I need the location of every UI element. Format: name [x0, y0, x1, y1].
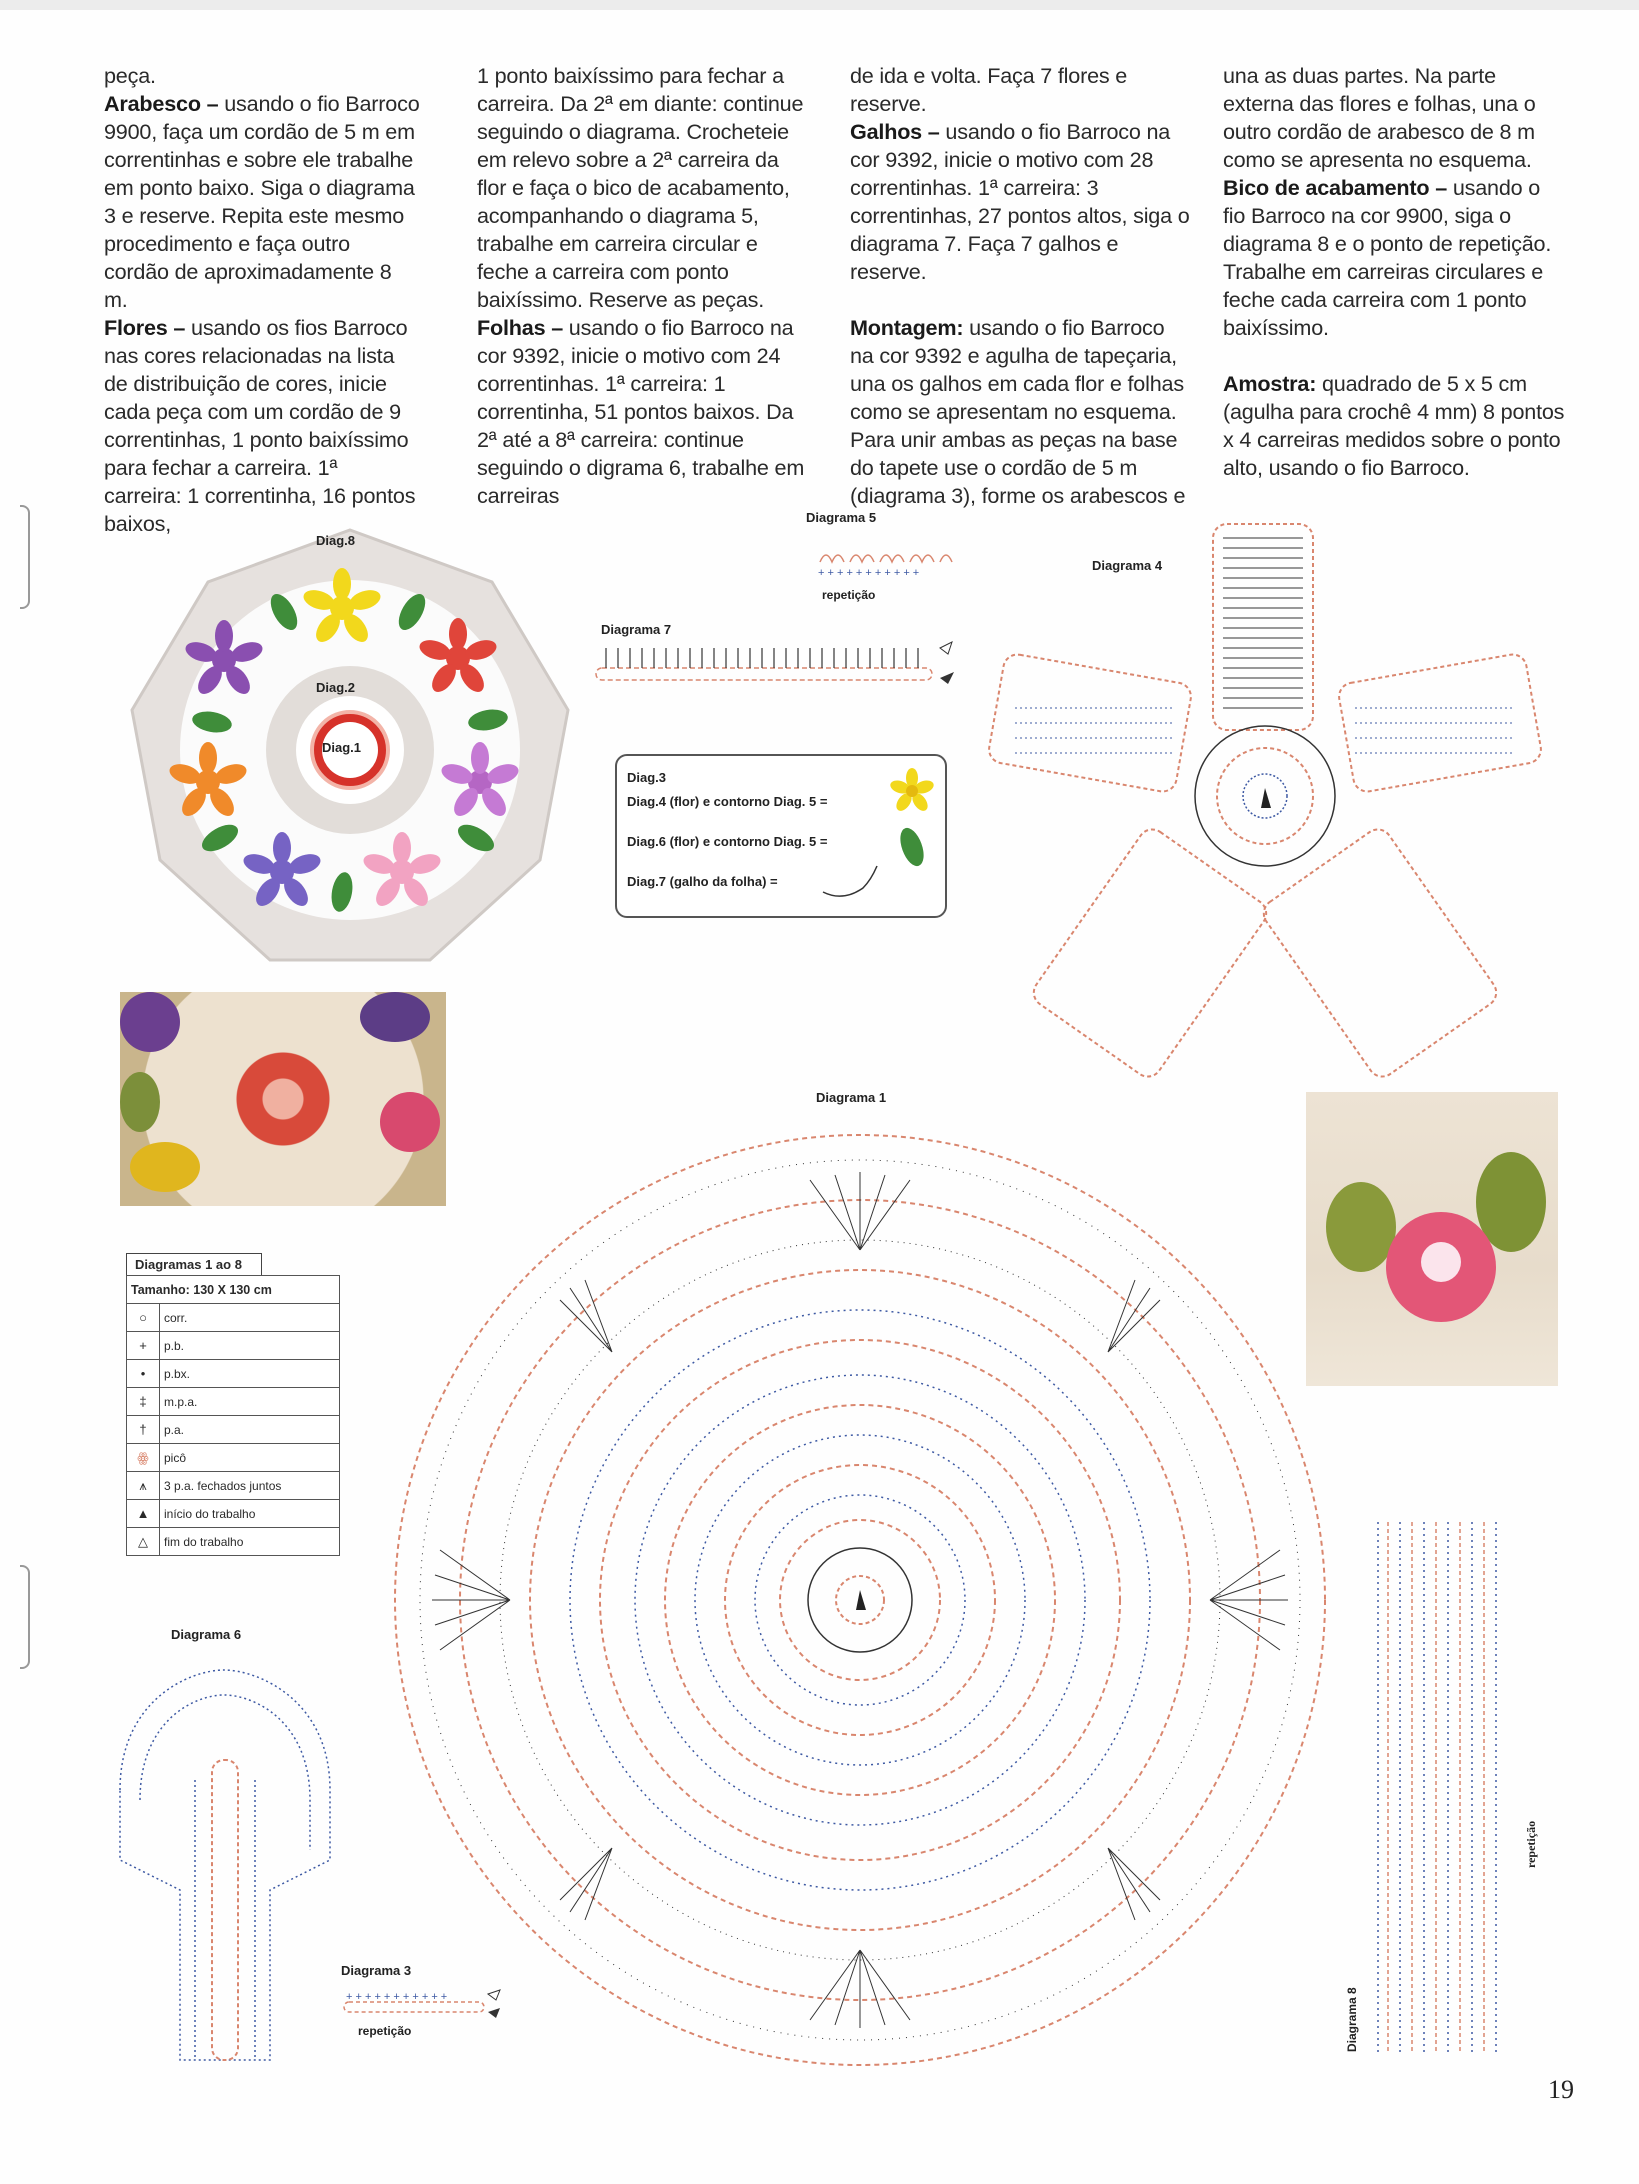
box-line-flower-diag4: Diag.4 (flor) e contorno Diag. 5 = [627, 794, 828, 809]
legend-row: ⩚ 3 p.a. fechados juntos [127, 1472, 340, 1500]
detail-photo-flower [1306, 1092, 1558, 1386]
label-diag1: Diag.1 [322, 740, 362, 755]
cluster-symbol-icon: ⩚ [127, 1472, 160, 1500]
legend-title: Diagramas 1 ao 8 [126, 1253, 262, 1275]
diagrama-6-chart [100, 1660, 350, 2080]
legend-row: △ fim do trabalho [127, 1528, 340, 1556]
diagrama-5-chart [810, 542, 970, 582]
diagrama-3-chart [340, 1988, 505, 2022]
legend-row: ‡ m.p.a. [127, 1388, 340, 1416]
text-column-1 [104, 62, 420, 538]
label-diagrama-8: Diagrama 8 [1345, 1987, 1359, 2052]
legend-row: • p.bx. [127, 1360, 340, 1388]
text-column-3 [850, 62, 1190, 510]
heading-montagem: Montagem: [850, 315, 964, 340]
yellow-flower-icon [887, 768, 937, 814]
paragraph-amostra: Amostra: quadrado de 5 x 5 cm (agulha para crochê 4 mm) 8 pontos x 4 carreiras medidos sobre o ponto alto, usando o fio Barroco. [1223, 371, 1565, 480]
chain-symbol-icon: ○ [127, 1304, 160, 1332]
binder-hole-bottom [20, 1565, 30, 1669]
end-arrow-icon: △ [127, 1528, 160, 1556]
paragraph: de ida e volta. Faça 7 flores e reserve. [850, 63, 1128, 116]
diagram-key-box [615, 754, 947, 918]
label-diag8: Diag.8 [316, 533, 356, 548]
heading-folhas: Folhas – [477, 315, 563, 340]
label-diagrama-6: Diagrama 6 [171, 1627, 242, 1642]
top-edge [0, 0, 1639, 10]
leaf-icon [897, 824, 927, 870]
start-arrow-icon: ▲ [127, 1500, 160, 1528]
label-diag2: Diag.2 [316, 680, 356, 695]
legend-row: † p.a. [127, 1416, 340, 1444]
double-crochet-symbol-icon: † [127, 1416, 160, 1444]
label-repeticao-3: repetição [358, 2024, 412, 2038]
paragraph-montagem: Montagem: usando o fio Barroco na cor 9392 e agulha de tapeçaria, una os galhos em cada flor e folhas como se apresentam no esquema. Para unir ambas as peças na base do tapete use o cordão de 5 m (diagrama 3), forme os arabescos e [850, 315, 1186, 508]
legend-row: ꙮ picô [127, 1444, 340, 1472]
legend-row: ○ corr. [127, 1304, 340, 1332]
single-crochet-symbol-icon: + [127, 1332, 160, 1360]
heading-arabesco: Arabesco – [104, 91, 219, 116]
paragraph: una as duas partes. Na parte externa das flores e folhas, una o outro cordão de arabesco de 8 m como se apresenta no esquema. [1223, 63, 1536, 172]
page-number: 19 [1548, 2075, 1574, 2104]
text-column-4 [1223, 62, 1568, 482]
label-diagrama-5: Diagrama 5 [806, 510, 877, 525]
picot-symbol-icon: ꙮ [127, 1444, 160, 1472]
box-line-branch-diag7: Diag.7 (galho da folha) = [627, 874, 778, 889]
label-repeticao-5: repetição [822, 588, 876, 602]
box-line-flower-diag6: Diag.6 (flor) e contorno Diag. 5 = [627, 834, 828, 849]
label-repeticao-8: repetição [1524, 1820, 1538, 1868]
label-diagrama-3: Diagrama 3 [341, 1963, 412, 1978]
label-diagrama-1: Diagrama 1 [816, 1090, 887, 1105]
legend-table [126, 1275, 340, 1556]
heading-galhos: Galhos – [850, 119, 940, 144]
paragraph: peça. [104, 63, 156, 88]
label-diagrama-7: Diagrama 7 [601, 622, 672, 637]
paragraph-flores: Flores – usando os fios Barroco nas cores relacionadas na lista de distribuição de cores, inicie cada peça com um cordão de 9 correntinhas, 1 ponto baixíssimo para fechar a carreira. 1ª carreira: 1 correntinha, 16 pontos baixos, [104, 315, 416, 536]
legend-row: ▲ início do trabalho [127, 1500, 340, 1528]
svg-text:+ + + + + + + + + + +: + + + + + + + + + + + [818, 567, 920, 579]
legend-size: Tamanho: 130 X 130 cm [127, 1276, 340, 1304]
heading-bico: Bico de acabamento – [1223, 175, 1448, 200]
diagrama-1-chart [390, 1120, 1340, 2090]
stitch-legend [126, 1253, 340, 1556]
box-line-diag3: Diag.3 [627, 770, 667, 785]
slip-stitch-symbol-icon: • [127, 1360, 160, 1388]
svg-text:+ + + + + + + + + + +: + + + + + + + + + + + [346, 1991, 448, 2003]
heading-amostra: Amostra: [1223, 371, 1317, 396]
paragraph: 1 ponto baixíssimo para fechar a carreira. Da 2ª em diante: continue seguindo o diagrama. Crocheteie em relevo sobre a 2ª carreira da flor e faça o bico de acabamento, acompanhando o diagrama 5, trabalhe em carreira circular e feche a carreira com ponto baixíssimo. Reserve as peças. [477, 63, 804, 312]
branch-icon [817, 862, 887, 902]
paragraph-bico: Bico de acabamento – usando o fio Barroco na cor 9900, siga o diagrama 8 e o ponto de repetição. Trabalhe em carreiras circulares e feche cada carreira com 1 ponto baixíssimo. [1223, 175, 1552, 340]
diagrama-4-chart [975, 518, 1555, 1078]
half-double-symbol-icon: ‡ [127, 1388, 160, 1416]
binder-hole-top [20, 505, 30, 609]
legend-row: + p.b. [127, 1332, 340, 1360]
text-column-2 [477, 62, 807, 510]
heading-flores: Flores – [104, 315, 186, 340]
paragraph-arabesco: Arabesco – usando o fio Barroco 9900, faça um cordão de 5 m em correntinhas e sobre ele trabalhe em ponto baixo. Siga o diagrama 3 e reserve. Repita este mesmo procedimento e faça outro cordão de aproximadamente 8 m. [104, 91, 420, 312]
paragraph-folhas: Folhas – usando o fio Barroco na cor 9392, inicie o motivo com 24 correntinhas. 1ª carreira: 1 correntinha, 51 pontos baixos. Da 2ª até a 8ª carreira: continue seguindo o digrama 6, trabalhe em carreiras [477, 315, 805, 508]
diagrama-8-chart [1372, 1512, 1522, 2058]
diagrama-7-chart [590, 638, 960, 688]
paragraph-galhos: Galhos – usando o fio Barroco na cor 9392, inicie o motivo com 28 correntinhas. 1ª carreira: 3 correntinhas, 27 pontos altos, siga o diagrama 7. Faça 7 galhos e reserve. [850, 119, 1190, 284]
label-diagrama-4: Diagrama 4 [1092, 558, 1163, 573]
